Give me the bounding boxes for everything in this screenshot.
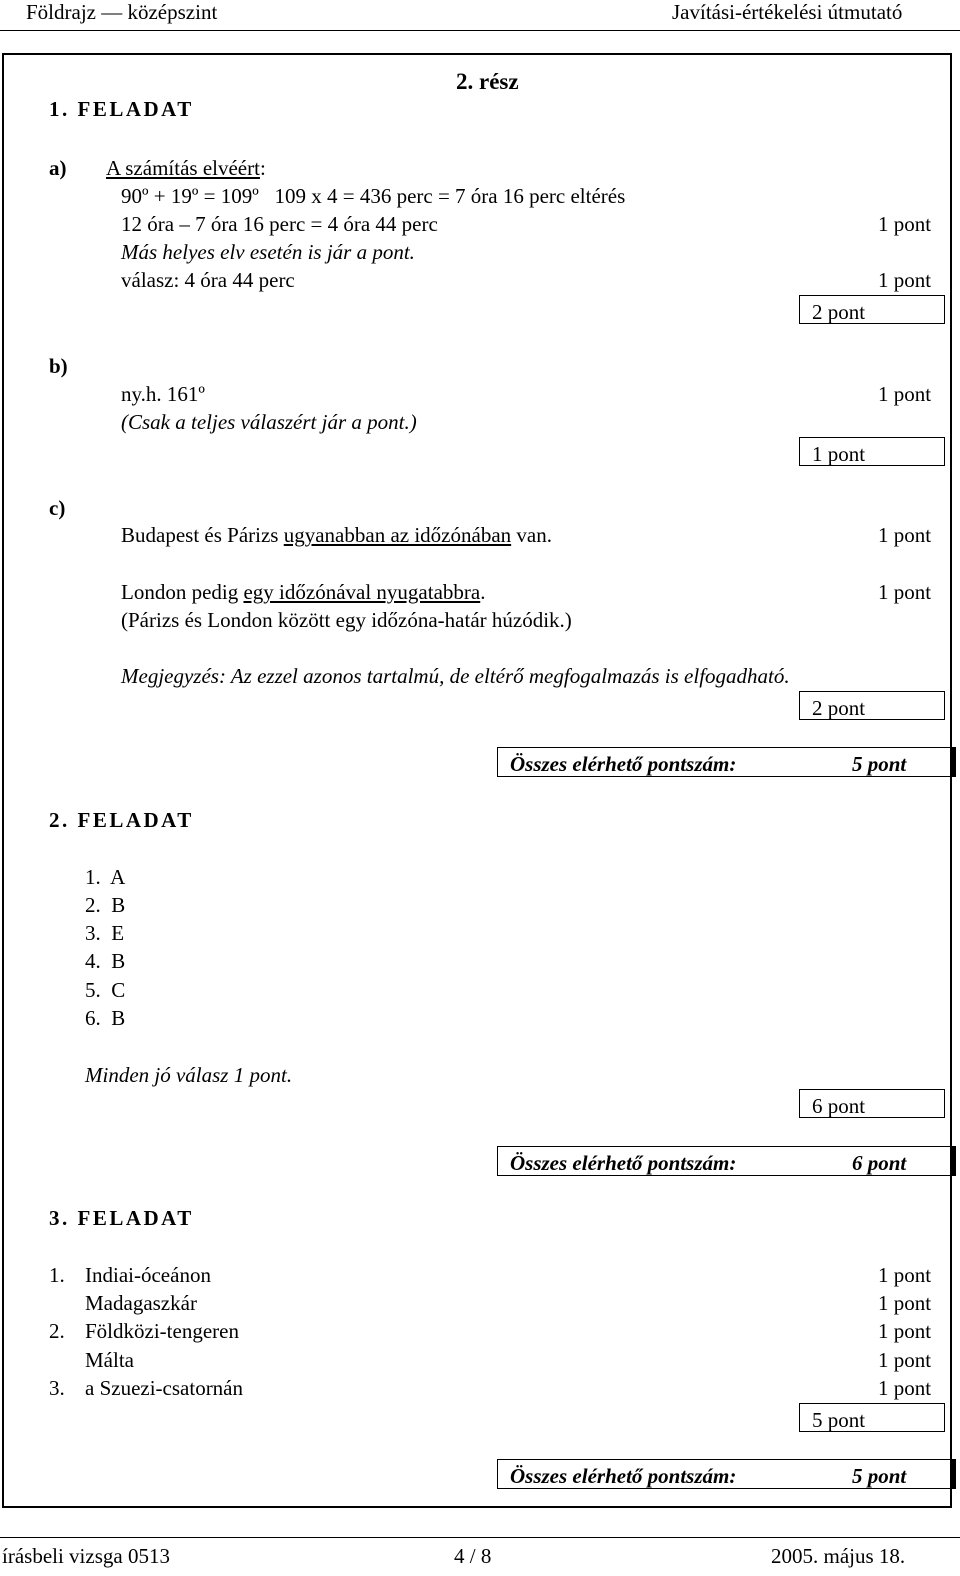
task3-item-score: 1 pont (878, 1263, 932, 1287)
task1-c-label: c) (49, 496, 66, 520)
task1-c-line1 (121, 525, 552, 546)
header-rule (0, 30, 960, 31)
task2-score-box (799, 1089, 945, 1118)
task1-title: 1. FELADAT (49, 97, 194, 121)
task1-c-line1-post: van. (511, 523, 552, 547)
task1-a-answer: válasz: 4 óra 44 perc (121, 268, 295, 292)
task1-total-label: Összes elérhető pontszám: (510, 752, 737, 776)
task1-c-score-box (799, 691, 945, 720)
task3-item-score: 1 pont (878, 1319, 932, 1343)
task3-item-text: a Szuezi-csatornán (85, 1376, 244, 1400)
task1-b-line1-score: 1 pont (878, 382, 932, 406)
task2-total-value: 6 pont (852, 1151, 907, 1175)
task1-c-line1-score: 1 pont (878, 523, 932, 547)
task2-answer: 1. A (85, 865, 126, 889)
task1-c-note: Megjegyzés: Az ezzel azonos tartalmú, de eltérő megfogalmazás is elfogadható. (121, 664, 790, 688)
task1-a-answer-score: 1 pont (878, 268, 932, 292)
header-left: Földrajz — középszint (26, 0, 218, 24)
task1-b-note: (Csak a teljes válaszért jár a pont.) (121, 410, 417, 434)
task1-b-label: b) (49, 354, 68, 378)
task2-title: 2. FELADAT (49, 808, 194, 832)
task3-item-score: 1 pont (878, 1376, 932, 1400)
task1-a-line2-score: 1 pont (878, 212, 932, 236)
task3-item-score: 1 pont (878, 1291, 932, 1315)
footer-center: 4 / 8 (454, 1544, 492, 1568)
footer-right: 2005. május 18. (771, 1544, 906, 1568)
task3-item-text: Madagaszkár (85, 1291, 197, 1315)
task3-score-box-text: 5 pont (812, 1408, 866, 1432)
task1-c-line3: (Párizs és London között egy időzóna-határ húzódik.) (121, 608, 572, 632)
footer-rule (0, 1537, 960, 1538)
task1-a-intro (106, 158, 266, 179)
task2-note: Minden jó válasz 1 pont. (85, 1063, 293, 1087)
task1-a-score-box-text: 2 pont (812, 300, 866, 324)
task1-c-line2-score: 1 pont (878, 580, 932, 604)
task1-a-intro-text: A számítás elvéért (106, 156, 260, 180)
task1-total-value: 5 pont (852, 752, 907, 776)
task1-a-label: a) (49, 156, 67, 180)
task3-total-value: 5 pont (852, 1464, 907, 1488)
task1-total-box (497, 747, 956, 777)
task1-a-line2: 12 óra – 7 óra 16 perc = 4 óra 44 perc (121, 212, 438, 236)
task1-c-score-box-text: 2 pont (812, 696, 866, 720)
task1-c-line1-pre: Budapest és Párizs (121, 523, 284, 547)
task3-item-num: 3. (49, 1376, 65, 1400)
task1-a-intro-colon: : (259, 156, 266, 180)
part-title: 2. rész (456, 69, 519, 94)
task1-c-line2-pre: London pedig (121, 580, 244, 604)
task1-b-score-box-text: 1 pont (812, 442, 866, 466)
task3-item-text: Indiai-óceánon (85, 1263, 211, 1287)
task2-answer: 6. B (85, 1006, 126, 1030)
task3-total-box (497, 1459, 956, 1489)
task3-item-text: Málta (85, 1348, 134, 1372)
task1-c-line2-underlined: egy időzónával nyugatabbra (243, 580, 481, 604)
task2-answer: 2. B (85, 893, 126, 917)
task3-total-label: Összes elérhető pontszám: (510, 1464, 737, 1488)
task2-score-box-text: 6 pont (812, 1094, 866, 1118)
task3-item-num: 2. (49, 1319, 65, 1343)
task1-b-score-box (799, 437, 945, 466)
task2-answer: 4. B (85, 949, 126, 973)
task1-c-line2-post: . (480, 580, 486, 604)
task2-answer: 5. C (85, 978, 126, 1002)
task2-total-box (497, 1146, 956, 1176)
task1-b-line1: ny.h. 161º (121, 382, 205, 406)
task1-a-score-box (799, 295, 945, 324)
task2-answer: 3. E (85, 921, 125, 945)
task3-title: 3. FELADAT (49, 1206, 194, 1230)
task3-item-score: 1 pont (878, 1348, 932, 1372)
task1-a-note: Más helyes elv esetén is jár a pont. (121, 240, 415, 264)
task1-a-line1: 90º + 19º = 109º 109 x 4 = 436 perc = 7 óra 16 perc eltérés (121, 184, 626, 208)
task3-item-text: Földközi-tengeren (85, 1319, 239, 1343)
task3-score-box (799, 1403, 945, 1432)
task2-total-label: Összes elérhető pontszám: (510, 1151, 737, 1175)
task3-item-num: 1. (49, 1263, 65, 1287)
task1-c-line1-underlined: ugyanabban az időzónában (283, 523, 512, 547)
task1-c-line2 (121, 582, 485, 603)
header-right: Javítási-értékelési útmutató (672, 0, 903, 24)
footer-left: írásbeli vizsga 0513 (2, 1544, 170, 1568)
